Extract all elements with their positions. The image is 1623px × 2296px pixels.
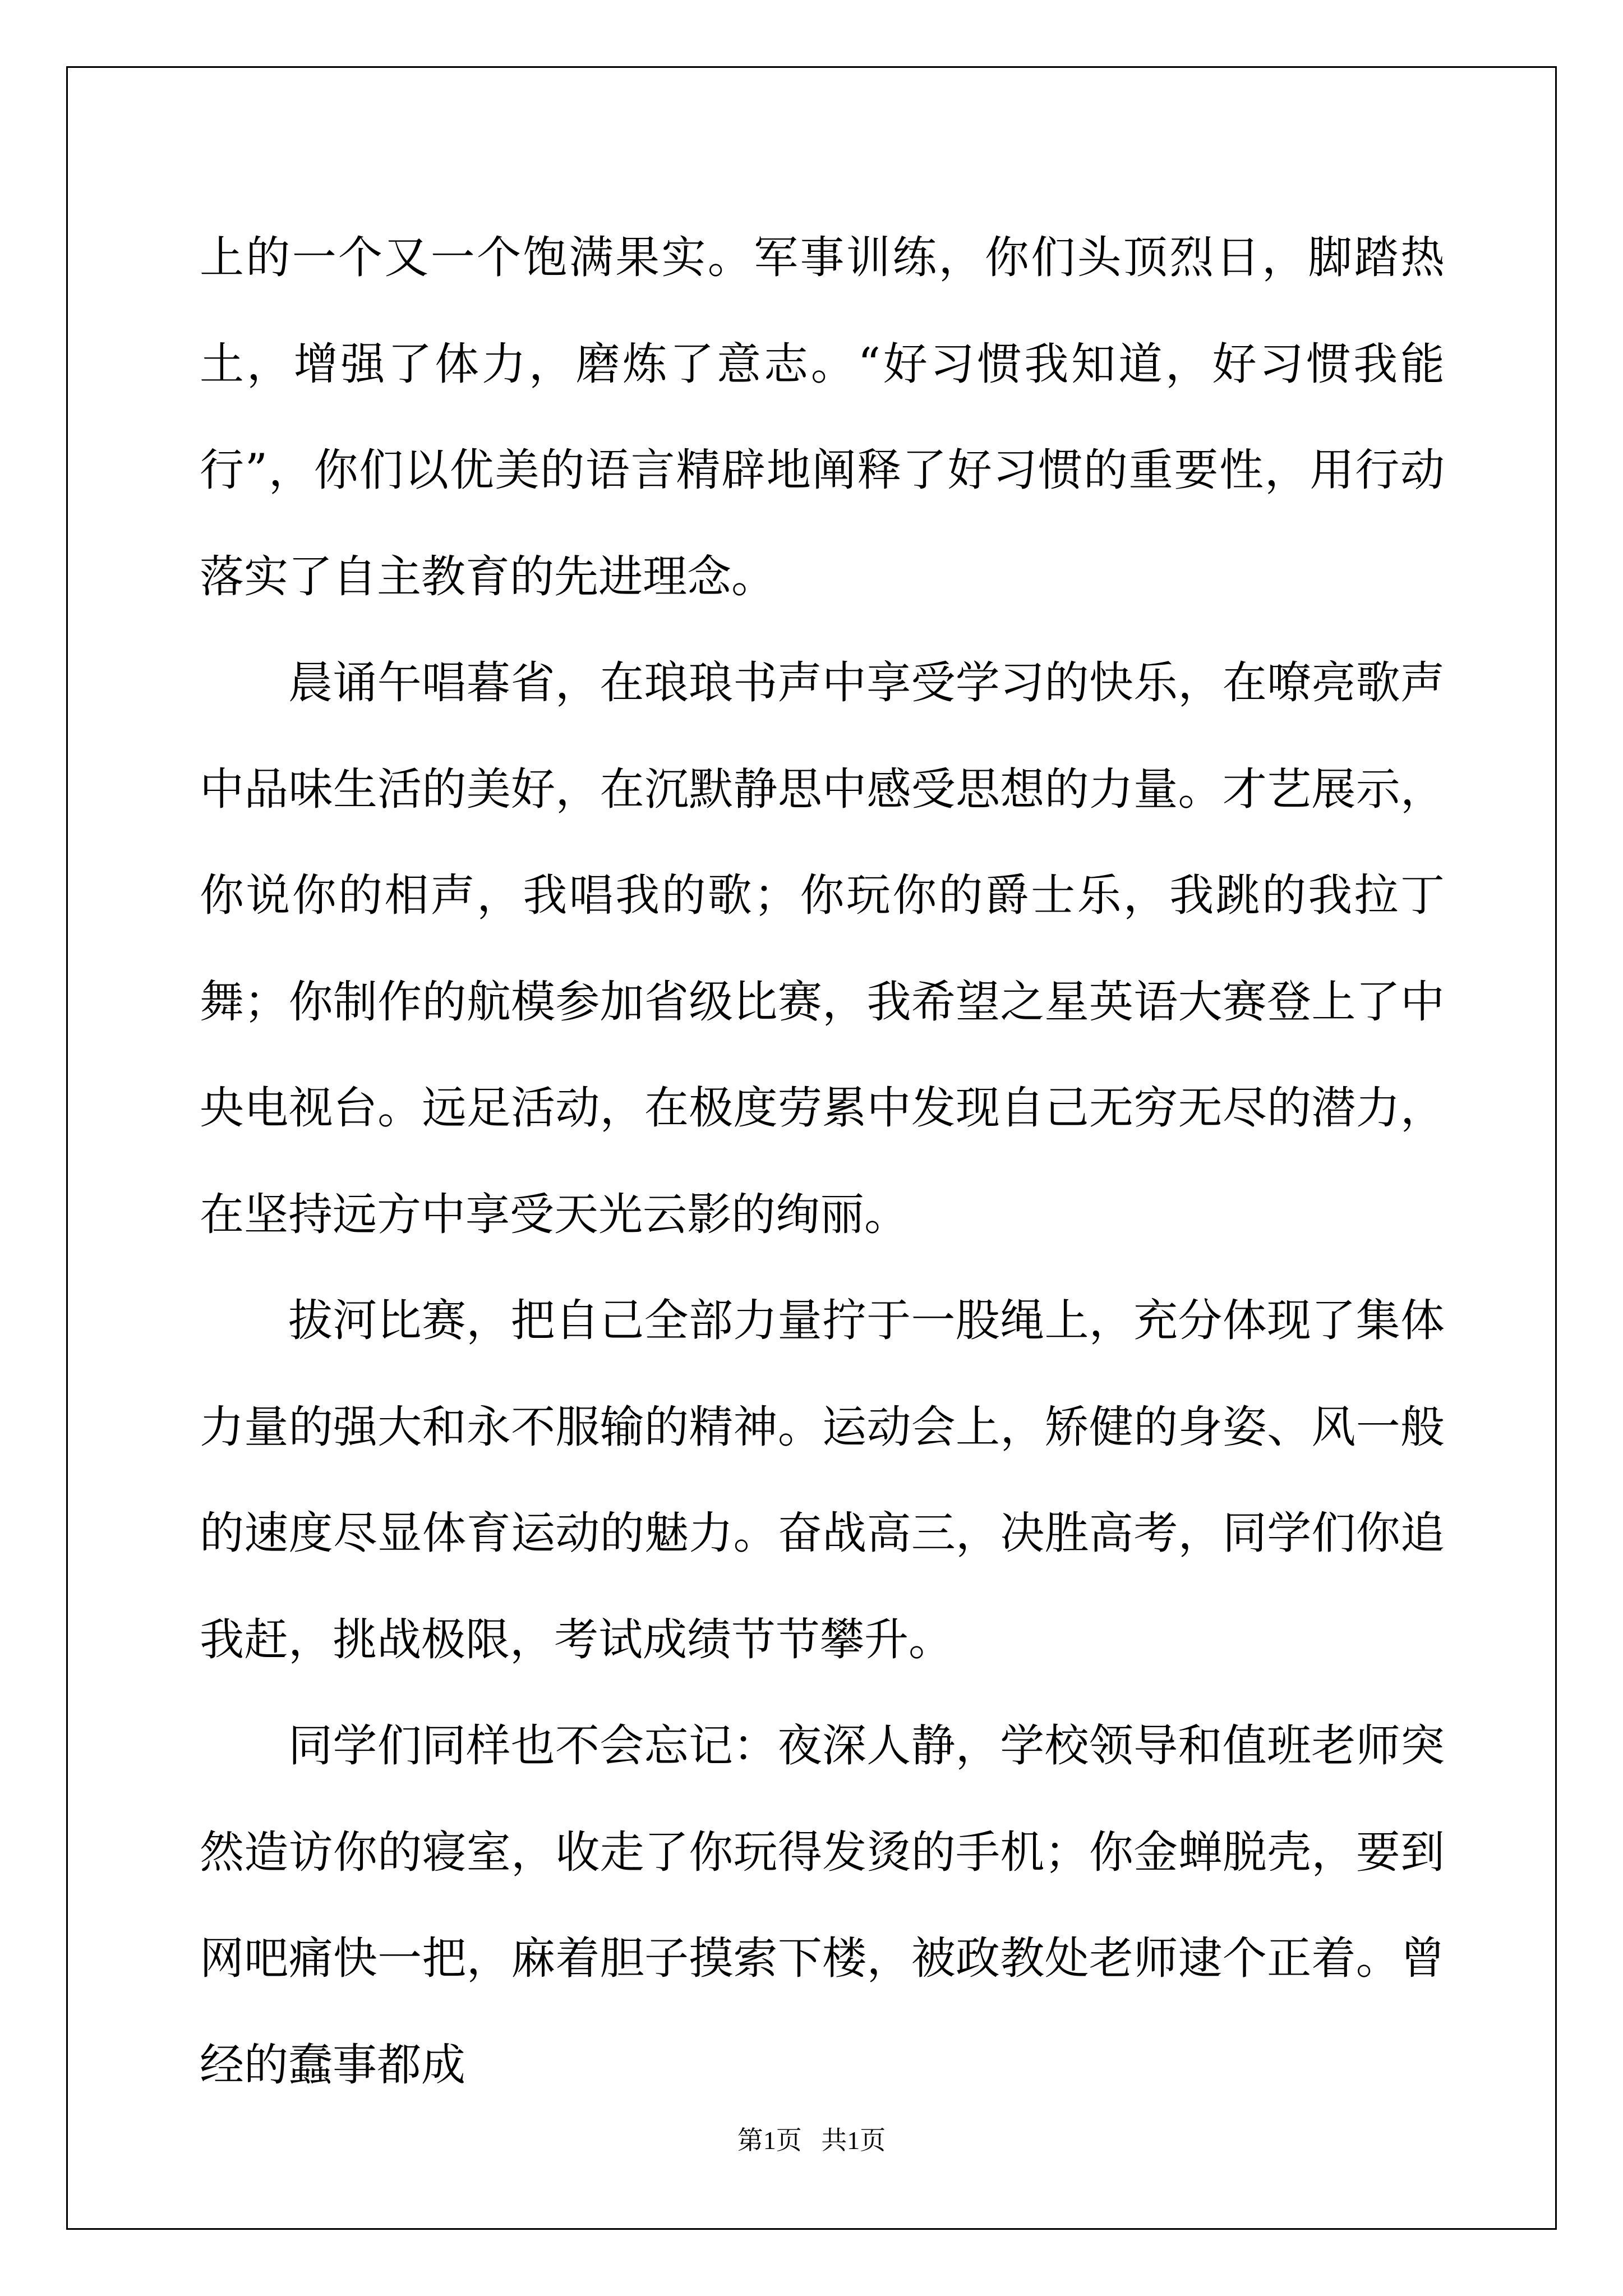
paragraph-1: 上的一个又一个饱满果实。军事训练，你们头顶烈日，脚踏热土，增强了体力，磨炼了意志。“好习惯我知道，好习惯我能行”，你们以优美的语言精辟地阐释了好习惯的重要性，用行动落实了自主教育的先进理念。 [200, 232, 1445, 602]
paragraph-3: 拔河比赛，把自己全部力量拧于一股绳上，充分体现了集体力量的强大和永不服输的精神。运动会上，矫健的身姿、风一般的速度尽显体育运动的魅力。奋战高三，决胜高考，同学们你追我赶，挑战极限，考试成绩节节攀升。 [200, 1295, 1445, 1665]
page-number-footer: 第1页 共1页 [737, 2126, 886, 2155]
paragraph-2: 晨诵午唱暮省，在琅琅书声中享受学习的快乐，在嘹亮歌声中品味生活的美好，在沉默静思中感受思想的力量。才艺展示，你说你的相声，我唱我的歌；你玩你的爵士乐，我跳的我拉丁舞；你制作的航模参加省级比赛，我希望之星英语大赛登上了中央电视台。远足活动，在极度劳累中发现自己无穷无尽的潜力，在坚持远方中享受天光云影的绚丽。 [200, 657, 1445, 1240]
paragraph-4: 同学们同样也不会忘记：夜深人静，学校领导和值班老师突然造访你的寝室，收走了你玩得发烫的手机；你金蝉脱壳，要到网吧痛快一把，麻着胆子摸索下楼，被政教处老师逮个正着。曾经的蠢事都成 [200, 1720, 1445, 2091]
document-body [200, 205, 1445, 2118]
